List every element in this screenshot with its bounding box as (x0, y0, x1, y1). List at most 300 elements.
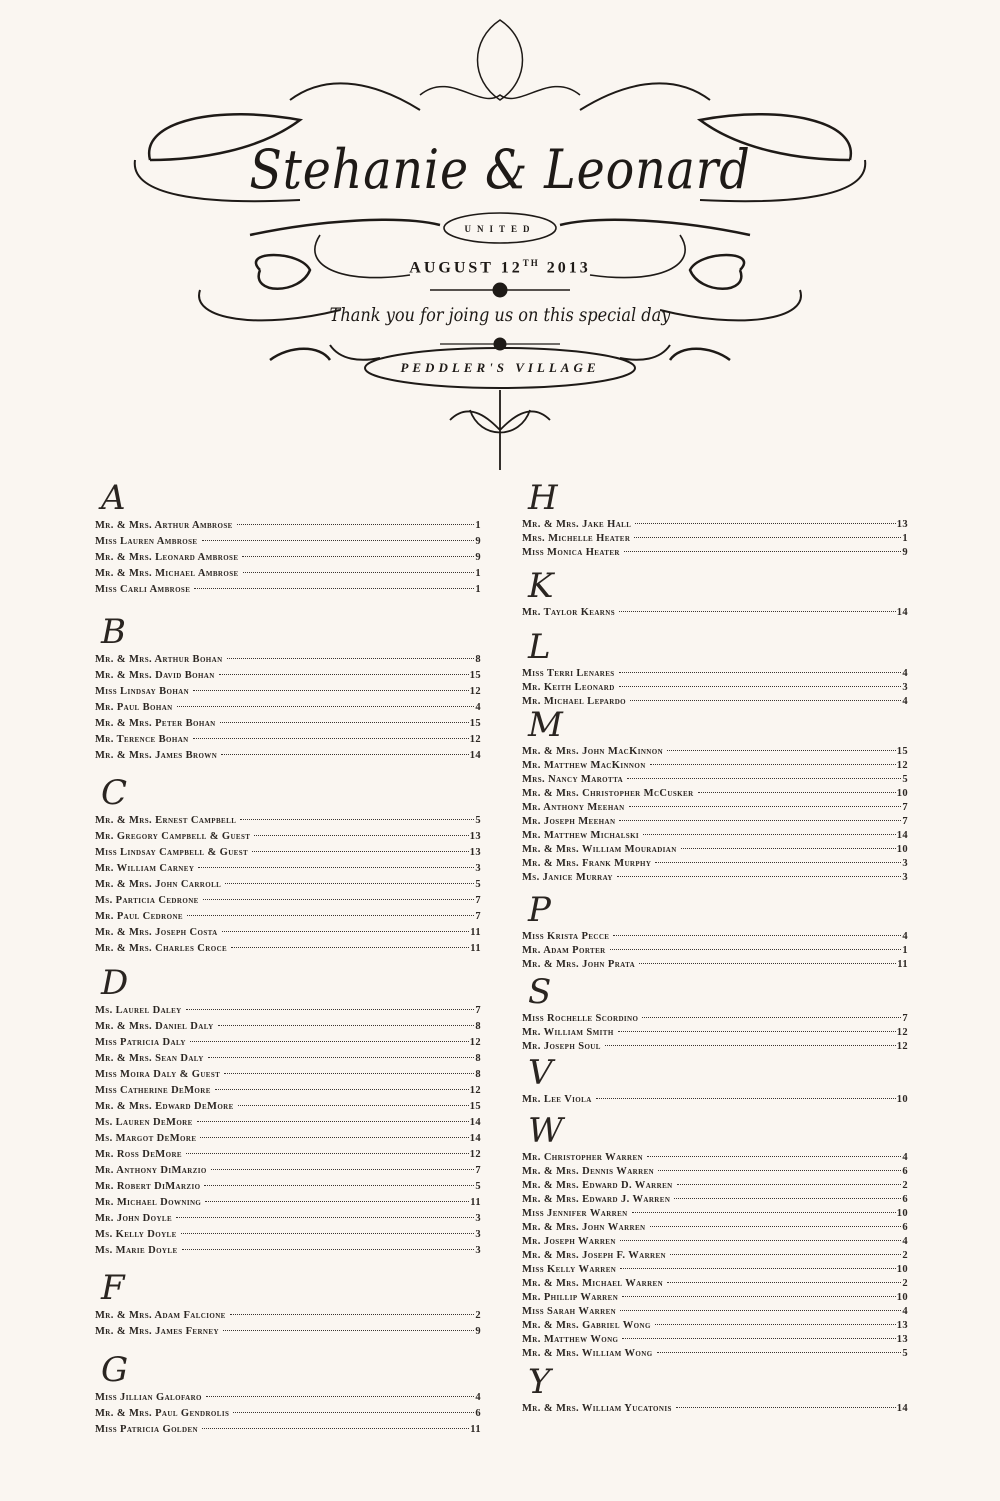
guest-name: Mr. & Mrs. William Yucatonis (522, 1403, 672, 1414)
guest-name: Miss Lauren Ambrose (95, 536, 198, 547)
table-number: 12 (896, 760, 908, 771)
guest-name: Miss Jillian Galofaro (95, 1392, 202, 1403)
table-number: 14 (896, 607, 908, 618)
section-letter-monogram: M (528, 705, 563, 745)
section-b (95, 612, 481, 764)
table-number: 12 (469, 1085, 481, 1096)
guest-entry (522, 930, 908, 944)
dot-leader (618, 1031, 896, 1032)
guest-name: Mr. & Mrs. John MacKinnon (522, 746, 664, 757)
dot-leader (233, 1412, 474, 1413)
dot-leader (208, 1057, 475, 1058)
guest-name: Mr. & Mrs. Michael Ambrose (95, 568, 239, 579)
guest-entry (95, 1308, 481, 1324)
guest-entry (95, 518, 481, 534)
table-number: 10 (896, 788, 908, 799)
guest-name: Mr. & Mrs. Sean Daly (95, 1053, 204, 1064)
table-number: 6 (902, 1194, 908, 1205)
guest-name: Mr. & Mrs. Edward J. Warren (522, 1194, 671, 1205)
guest-entry (95, 941, 481, 957)
section-c (95, 773, 481, 957)
guest-entry (95, 1211, 481, 1227)
guest-entry (95, 1035, 481, 1051)
guest-entry (95, 668, 481, 684)
dot-leader (642, 1017, 901, 1018)
guest-entry (95, 861, 481, 877)
guest-entry (522, 1179, 908, 1193)
table-number: 14 (469, 1133, 481, 1144)
guest-entry (95, 716, 481, 732)
dot-leader (650, 764, 896, 765)
dot-leader (698, 792, 896, 793)
guest-entry (95, 1003, 481, 1019)
guest-name: Mr. & Mrs. Paul Gendrolis (95, 1408, 230, 1419)
table-number: 14 (896, 830, 908, 841)
guest-entry (522, 1333, 908, 1347)
guest-name: Mr. Ross DeMore (95, 1149, 182, 1160)
guest-entry (522, 815, 908, 829)
guest-name: Mr. & Mrs. Dennis Warren (522, 1166, 655, 1177)
dot-leader (674, 1198, 901, 1199)
guest-entry (522, 1402, 908, 1416)
section-h (522, 478, 908, 560)
table-number: 4 (902, 1236, 908, 1247)
guest-entry (522, 1319, 908, 1333)
dot-leader (177, 706, 475, 707)
table-number: 7 (902, 802, 908, 813)
guest-name: Mr. & Mrs. Joseph Costa (95, 927, 218, 938)
guest-name: Mr. & Mrs. Joseph F. Warren (522, 1250, 666, 1261)
dot-leader (617, 876, 902, 877)
guest-name: Mr. & Mrs. James Brown (95, 750, 218, 761)
guest-name: Mr. John Doyle (95, 1213, 173, 1224)
section-v (522, 1053, 908, 1107)
dot-leader (182, 1249, 475, 1250)
guest-name: Mr. Lee Viola (522, 1094, 592, 1105)
dot-leader (605, 1045, 896, 1046)
table-number: 12 (896, 1027, 908, 1038)
section-f (95, 1268, 481, 1340)
guest-entry (95, 893, 481, 909)
table-number: 7 (902, 1013, 908, 1024)
guest-entry (522, 1277, 908, 1291)
dot-leader (620, 1310, 901, 1311)
guest-entry (95, 813, 481, 829)
dot-leader (620, 1240, 902, 1241)
guest-entry (95, 582, 481, 598)
thank-you-message: Thank you for joing us on this special day (329, 304, 671, 326)
guest-entry (522, 1193, 908, 1207)
guest-entry (95, 1243, 481, 1259)
dot-leader (632, 1212, 896, 1213)
guest-entry (95, 1227, 481, 1243)
guest-entry (522, 829, 908, 843)
guest-name: Mr. Matthew Michalski (522, 830, 640, 841)
guest-name: Mr. Terence Bohan (95, 734, 189, 745)
dot-leader (193, 690, 469, 691)
table-number: 12 (896, 1041, 908, 1052)
dot-leader (222, 931, 470, 932)
guest-entry (95, 1115, 481, 1131)
table-number: 13 (896, 1320, 908, 1331)
table-number: 3 (902, 872, 908, 883)
table-number: 7 (902, 816, 908, 827)
guest-name: Miss Carli Ambrose (95, 584, 191, 595)
table-number: 2 (902, 1278, 908, 1289)
dot-leader (204, 1185, 474, 1186)
dot-leader (225, 883, 474, 884)
dot-leader (202, 1428, 469, 1429)
guest-entry (522, 1235, 908, 1249)
guest-name: Mr. & Mrs. Leonard Ambrose (95, 552, 239, 563)
table-number: 10 (896, 1094, 908, 1105)
section-letter-monogram: D (101, 963, 129, 1003)
table-number: 9 (475, 536, 481, 547)
section-letter-monogram: K (528, 566, 554, 606)
guest-entry (95, 909, 481, 925)
guest-entry (522, 532, 908, 546)
dot-leader (620, 1268, 895, 1269)
dot-leader (650, 1226, 902, 1227)
guest-entry (522, 773, 908, 787)
dot-leader (619, 611, 896, 612)
table-number: 1 (475, 520, 481, 531)
dot-leader (198, 867, 474, 868)
dot-leader (215, 1089, 469, 1090)
guest-name: Mr. & Mrs. Arthur Ambrose (95, 520, 233, 531)
dot-leader (227, 658, 475, 659)
guest-entry (522, 1305, 908, 1319)
guest-entry (95, 1067, 481, 1083)
dot-leader (647, 1156, 901, 1157)
guest-entry (95, 1019, 481, 1035)
guest-entry (522, 681, 908, 695)
table-number: 1 (475, 568, 481, 579)
guest-name: Mr. & Mrs. Christopher McCusker (522, 788, 694, 799)
table-number: 3 (475, 1229, 481, 1240)
table-number: 2 (475, 1310, 481, 1321)
dot-leader (676, 1407, 896, 1408)
guest-entry (522, 1165, 908, 1179)
guest-name: Mr. & Mrs. John Carroll (95, 879, 222, 890)
table-number: 5 (902, 774, 908, 785)
dot-leader (194, 588, 474, 589)
table-number: 4 (902, 696, 908, 707)
guest-name: Miss Terri Lenares (522, 668, 615, 679)
table-number: 8 (475, 1053, 481, 1064)
dot-leader (667, 1282, 901, 1283)
dot-leader (243, 572, 475, 573)
section-k (522, 566, 908, 620)
guest-name: Miss Lindsay Bohan (95, 686, 190, 697)
table-number: 15 (469, 670, 481, 681)
table-number: 10 (896, 844, 908, 855)
table-number: 11 (897, 959, 908, 970)
section-a (95, 478, 481, 598)
table-number: 11 (470, 927, 481, 938)
table-number: 11 (470, 943, 481, 954)
guest-entry (95, 845, 481, 861)
dot-leader (622, 1296, 896, 1297)
table-number: 14 (896, 1403, 908, 1414)
guest-name: Mr. Michael Lepardo (522, 696, 627, 707)
table-number: 15 (469, 1101, 481, 1112)
guest-name: Mr. Matthew MacKinnon (522, 760, 646, 771)
table-number: 3 (475, 1213, 481, 1224)
guest-name: Ms. Margot DeMore (95, 1133, 197, 1144)
table-number: 6 (902, 1166, 908, 1177)
guest-name: Mr. & Mrs. Michael Warren (522, 1278, 664, 1289)
table-number: 7 (475, 1165, 481, 1176)
dot-leader (677, 1184, 902, 1185)
section-letter-monogram: Y (528, 1362, 551, 1402)
section-w (522, 1111, 908, 1361)
dot-leader (206, 1396, 474, 1397)
table-number: 7 (475, 911, 481, 922)
dot-leader (658, 1170, 901, 1171)
guest-name: Mr. Joseph Meehan (522, 816, 616, 827)
table-number: 2 (902, 1250, 908, 1261)
table-number: 5 (475, 815, 481, 826)
dot-leader (200, 1137, 468, 1138)
dot-leader (238, 1105, 469, 1106)
table-number: 12 (469, 734, 481, 745)
guest-entry (95, 1422, 481, 1438)
dot-leader (610, 949, 902, 950)
section-s (522, 972, 908, 1054)
guest-name: Mr. Anthony DiMarzio (95, 1165, 207, 1176)
table-number: 8 (475, 654, 481, 665)
guest-name: Miss Moira Daly & Guest (95, 1069, 221, 1080)
table-number: 2 (902, 1180, 908, 1191)
section-letter-monogram: P (528, 890, 551, 930)
table-number: 11 (470, 1197, 481, 1208)
dot-leader (221, 754, 469, 755)
header-crest (0, 0, 1000, 480)
guest-name: Mr. & Mrs. David Bohan (95, 670, 215, 681)
guest-name: Ms. Marie Doyle (95, 1245, 178, 1256)
section-letter-monogram: W (528, 1111, 563, 1151)
guest-entry (522, 1249, 908, 1263)
table-number: 1 (902, 945, 908, 956)
section-letter-monogram: G (101, 1350, 129, 1390)
dot-leader (186, 1153, 469, 1154)
section-letter-monogram: V (528, 1053, 553, 1093)
venue-name: PEDDLER'S VILLAGE (400, 360, 600, 375)
guest-name: Ms. Laurel Daley (95, 1005, 182, 1016)
dot-leader (186, 1009, 475, 1010)
dot-leader (670, 1254, 901, 1255)
section-letter-monogram: C (101, 773, 128, 813)
guest-name: Miss Sarah Warren (522, 1306, 617, 1317)
dot-leader (237, 524, 475, 525)
guest-entry (95, 566, 481, 582)
guest-name: Mr. Christopher Warren (522, 1152, 643, 1163)
table-number: 4 (475, 702, 481, 713)
guest-entry (522, 1040, 908, 1054)
guest-entry (95, 1406, 481, 1422)
guest-entry (95, 1051, 481, 1067)
dot-leader (197, 1121, 469, 1122)
guest-entry (522, 1026, 908, 1040)
dot-leader (187, 915, 474, 916)
dot-leader (219, 674, 469, 675)
table-number: 5 (902, 1348, 908, 1359)
dot-leader (613, 935, 901, 936)
table-number: 6 (475, 1408, 481, 1419)
guest-entry (522, 871, 908, 885)
guest-name: Ms. Particia Cedrone (95, 895, 199, 906)
guest-entry (522, 1151, 908, 1165)
guest-entry (95, 1390, 481, 1406)
table-number: 15 (469, 718, 481, 729)
dot-leader (230, 1314, 475, 1315)
table-number: 8 (475, 1069, 481, 1080)
guest-name: Mr. & Mrs. Frank Murphy (522, 858, 652, 869)
guest-entry (95, 534, 481, 550)
guest-name: Mr. Robert DiMarzio (95, 1181, 201, 1192)
dot-leader (655, 862, 901, 863)
guest-entry (95, 1163, 481, 1179)
wedding-date (0, 258, 1000, 277)
dot-leader (622, 1338, 895, 1339)
guest-name: Mr. Paul Cedrone (95, 911, 183, 922)
table-number: 3 (475, 1245, 481, 1256)
guest-entry (522, 801, 908, 815)
guest-name: Mr. & Mrs. John Prata (522, 959, 636, 970)
guest-name: Mr. Joseph Warren (522, 1236, 616, 1247)
guest-name: Miss Monica Heater (522, 547, 620, 558)
guest-name: Mr. & Mrs. Daniel Daly (95, 1021, 214, 1032)
guest-name: Mr. William Carney (95, 863, 195, 874)
dot-leader (643, 834, 896, 835)
guest-name: Mr. & Mrs. Ernest Campbell (95, 815, 237, 826)
guest-name: Mr. & Mrs. Peter Bohan (95, 718, 216, 729)
table-number: 9 (475, 1326, 481, 1337)
guest-entry (95, 550, 481, 566)
dot-leader (657, 1352, 902, 1353)
guest-name: Mr. Anthony Meehan (522, 802, 625, 813)
dot-leader (190, 1041, 469, 1042)
table-number: 3 (475, 863, 481, 874)
guest-entry (522, 667, 908, 681)
guest-entry (522, 1012, 908, 1026)
dot-leader (634, 537, 901, 538)
guest-entry (522, 759, 908, 773)
guest-name: Mr. William Smith (522, 1027, 614, 1038)
dot-leader (252, 851, 469, 852)
dot-leader (181, 1233, 475, 1234)
dot-leader (240, 819, 474, 820)
dot-leader (218, 1025, 475, 1026)
section-g (95, 1350, 481, 1438)
table-number: 11 (470, 1424, 481, 1435)
couple-names: Stehanie & Leonard (249, 138, 751, 201)
section-letter-monogram: A (101, 478, 126, 518)
table-number: 13 (896, 1334, 908, 1345)
guest-entry (95, 1179, 481, 1195)
guest-name: Mr. & Mrs. John Warren (522, 1222, 646, 1233)
table-number: 8 (475, 1021, 481, 1032)
date-main: AUGUST 12 (409, 259, 523, 277)
guest-name: Mr. Adam Porter (522, 945, 606, 956)
guest-name: Mr. & Mrs. Edward DeMore (95, 1101, 234, 1112)
table-number: 9 (475, 552, 481, 563)
guest-entry (95, 1131, 481, 1147)
table-number: 13 (469, 831, 481, 842)
guest-entry (95, 652, 481, 668)
section-l (522, 627, 908, 709)
guest-name: Mr. & Mrs. Arthur Bohan (95, 654, 223, 665)
table-number: 6 (902, 1222, 908, 1233)
section-p (522, 890, 908, 972)
dot-leader (220, 722, 469, 723)
guest-entry (95, 829, 481, 845)
dot-leader (231, 947, 469, 948)
guest-entry (95, 1147, 481, 1163)
guest-entry (95, 700, 481, 716)
dot-leader (630, 700, 901, 701)
guest-entry (522, 1093, 908, 1107)
guest-entry (522, 843, 908, 857)
guest-name: Miss Lindsay Campbell & Guest (95, 847, 249, 858)
guest-entry (522, 1347, 908, 1361)
guest-name: Mr. & Mrs. Edward D. Warren (522, 1180, 673, 1191)
guest-entry (522, 944, 908, 958)
table-number: 13 (896, 519, 908, 530)
dot-leader (627, 778, 901, 779)
guest-entry (522, 745, 908, 759)
guest-name: Mrs. Nancy Marotta (522, 774, 624, 785)
table-number: 4 (902, 1306, 908, 1317)
guest-name: Mr. Michael Downing (95, 1197, 202, 1208)
guest-name: Mr. Paul Bohan (95, 702, 173, 713)
guest-name: Mr. Phillip Warren (522, 1292, 619, 1303)
guest-name: Ms. Kelly Doyle (95, 1229, 177, 1240)
dot-leader (224, 1073, 474, 1074)
section-letter-monogram: L (528, 627, 551, 667)
united-label: UNITED (464, 224, 536, 234)
section-letter-monogram: B (101, 612, 126, 652)
table-number: 3 (902, 682, 908, 693)
table-number: 14 (469, 750, 481, 761)
dot-leader (176, 1217, 474, 1218)
section-letter-monogram: H (528, 478, 558, 518)
guest-name: Miss Kelly Warren (522, 1264, 617, 1275)
dot-leader (205, 1201, 469, 1202)
guest-name: Miss Rochelle Scordino (522, 1013, 639, 1024)
table-number: 12 (469, 1149, 481, 1160)
dot-leader (223, 1330, 474, 1331)
dot-leader (242, 556, 474, 557)
table-number: 14 (469, 1117, 481, 1128)
dot-leader (667, 750, 896, 751)
table-number: 7 (475, 1005, 481, 1016)
table-number: 12 (469, 1037, 481, 1048)
guest-entry (522, 1207, 908, 1221)
guest-entry (95, 925, 481, 941)
guest-entry (95, 1099, 481, 1115)
section-m (522, 705, 908, 885)
dot-leader (619, 672, 902, 673)
dot-leader (619, 820, 901, 821)
dot-leader (193, 738, 469, 739)
guest-entry (522, 518, 908, 532)
guest-name: Mr. Matthew Wong (522, 1334, 619, 1345)
dot-leader (639, 963, 896, 964)
flourish-ornament-icon (0, 0, 1000, 480)
dot-leader (681, 848, 896, 849)
